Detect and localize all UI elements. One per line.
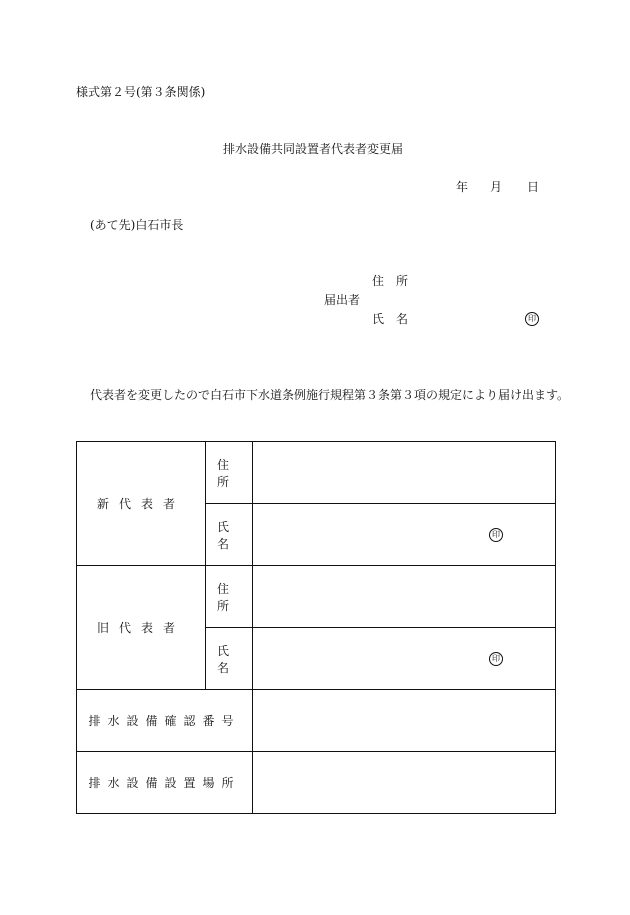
new-rep-name-label: 氏名 [206, 504, 253, 566]
addressee: (あて先)白石市長 [90, 218, 184, 232]
applicant-label: 届出者 [324, 293, 361, 307]
old-rep-label: 旧代表者 [77, 566, 206, 690]
applicant-seal: 印 [525, 312, 539, 326]
old-rep-address-label: 住所 [206, 566, 253, 628]
new-rep-name-field[interactable] [253, 504, 556, 566]
new-rep-address-field[interactable] [253, 442, 556, 504]
new-rep-address-label: 住所 [206, 442, 253, 504]
applicant-name-label: 氏 名 [372, 312, 409, 326]
old-rep-name-field[interactable] [253, 628, 556, 690]
date-day: 日 [527, 180, 540, 194]
confirm-number-label: 排水設備確認番号 [77, 690, 253, 752]
form-number: 様式第２号(第３条関係) [76, 85, 206, 99]
applicant-address-label: 住 所 [372, 274, 409, 288]
body-text: 代表者を変更したので白石市下水道条例施行規程第３条第３項の規定により届け出ます。 [90, 388, 570, 402]
confirm-number-field[interactable] [253, 690, 556, 752]
new-rep-seal: 印 [489, 528, 503, 542]
install-place-field[interactable] [253, 752, 556, 814]
page-title: 排水設備共同設置者代表者変更届 [223, 142, 404, 156]
date-month: 月 [490, 180, 503, 194]
new-rep-label: 新代表者 [77, 442, 206, 566]
date-year: 年 [456, 180, 469, 194]
old-rep-address-field[interactable] [253, 566, 556, 628]
old-rep-name-label: 氏名 [206, 628, 253, 690]
install-place-label: 排水設備設置場所 [77, 752, 253, 814]
old-rep-seal: 印 [489, 652, 503, 666]
form-table [76, 441, 556, 814]
